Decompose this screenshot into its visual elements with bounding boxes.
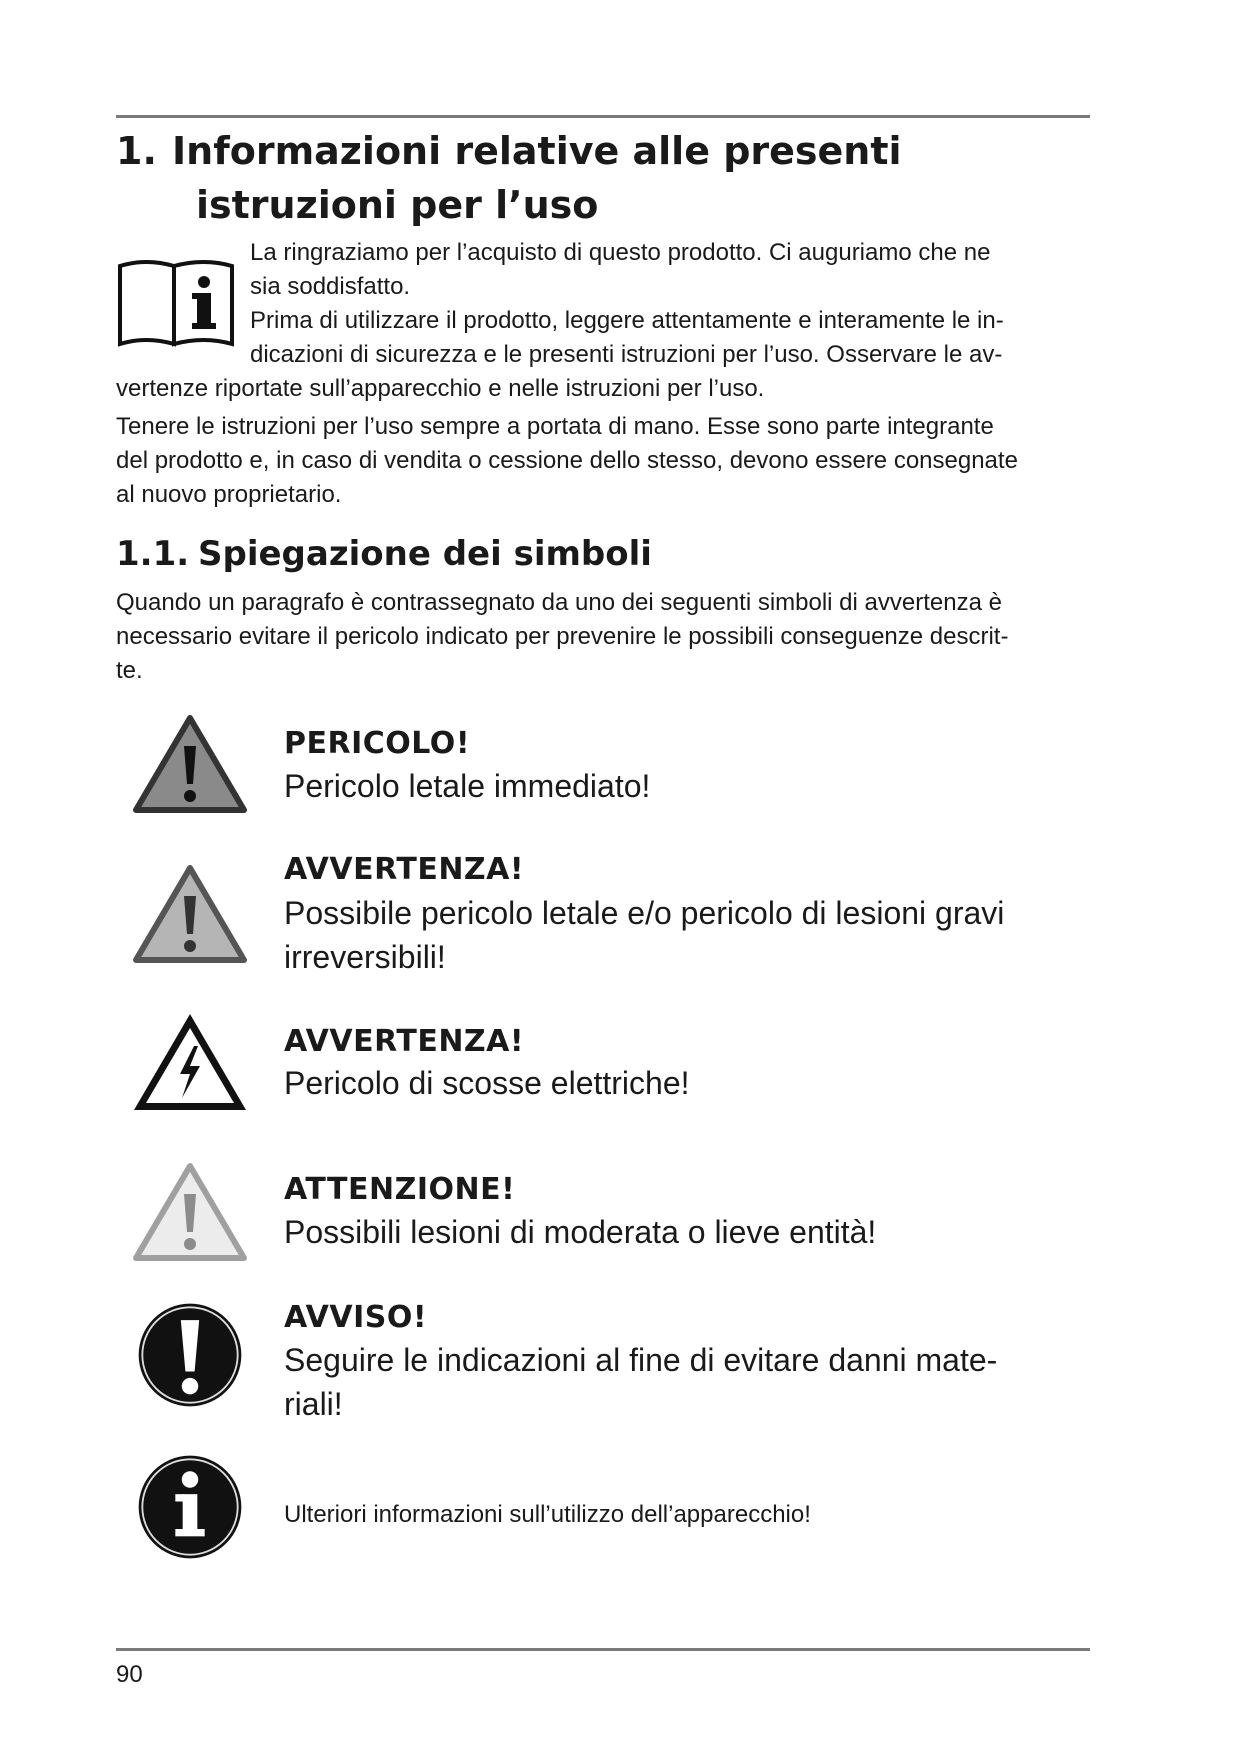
caution-triangle-icon (130, 1158, 250, 1268)
symbol-description: Ulteriori informazioni sull’utilizzo dell’apparecchio! (284, 1501, 811, 1528)
symbol-title: AVVERTENZA! (284, 852, 525, 887)
section-number: 1. (116, 129, 157, 173)
symbols-intro-paragraph (116, 586, 1096, 688)
symbol-title: PERICOLO! (284, 726, 470, 761)
section-title-line-1: Informazioni relative alle presenti (172, 129, 902, 173)
paragraph-line: Tenere le istruzioni per l’uso sempre a portata di mano. Esse sono parte integrante (116, 413, 994, 440)
electric-shock-triangle-icon (130, 1008, 250, 1118)
symbol-description: Possibili lesioni di moderata o lieve entità! (284, 1214, 877, 1250)
intro-line: sia soddisfatto. (250, 273, 411, 300)
paragraph-line: te. (116, 657, 143, 684)
symbol-title: ATTENZIONE! (284, 1172, 516, 1207)
symbol-description: Pericolo di scosse elettriche! (284, 1065, 690, 1101)
intro-line: Prima di utilizzare il prodotto, leggere attentamente e interamente le in- (250, 307, 1004, 334)
symbol-description: Possibile pericolo letale e/o pericolo di lesioni gravi (284, 895, 1005, 931)
paragraph-line: Quando un paragrafo è contrassegnato da uno dei seguenti simboli di avvertenza è (116, 589, 1002, 616)
subsection-heading (116, 530, 652, 578)
symbol-title: AVVERTENZA! (284, 1024, 525, 1059)
intro-line: vertenze riportate sull’apparecchio e nelle istruzioni per l’uso. (116, 375, 765, 402)
bottom-rule (116, 1648, 1090, 1651)
intro-line: dicazioni di sicurezza e le presenti istruzioni per l’uso. Osservare le av- (250, 341, 1003, 368)
manual-book-icon (116, 260, 236, 350)
top-rule (116, 115, 1090, 118)
notice-circle-icon (130, 1300, 250, 1410)
symbol-title: AVVISO! (284, 1300, 428, 1335)
symbol-description: Seguire le indicazioni al fine di evitare danni mate- (284, 1342, 998, 1378)
page-number: 90 (116, 1661, 143, 1688)
intro-line: La ringraziamo per l’acquisto di questo prodotto. Ci auguriamo che ne (250, 239, 991, 266)
subsection-number: 1.1. (116, 534, 190, 574)
symbol-description: irreversibili! (284, 939, 446, 975)
info-circle-icon (130, 1452, 250, 1562)
subsection-title: Spiegazione dei simboli (198, 534, 652, 574)
symbol-description: riali! (284, 1386, 343, 1422)
paragraph-line: al nuovo proprietario. (116, 481, 342, 508)
symbol-description: Pericolo letale immediato! (284, 768, 651, 804)
keep-instructions-paragraph (116, 410, 1096, 512)
warning-triangle-icon (130, 860, 250, 970)
paragraph-line: del prodotto e, in caso di vendita o cessione dello stesso, devono essere consegnate (116, 447, 1018, 474)
danger-triangle-icon (130, 710, 250, 820)
section-title-line-2: istruzioni per l’uso (196, 183, 599, 227)
paragraph-line: necessario evitare il pericolo indicato per prevenire le possibili conseguenze descrit- (116, 623, 1009, 650)
